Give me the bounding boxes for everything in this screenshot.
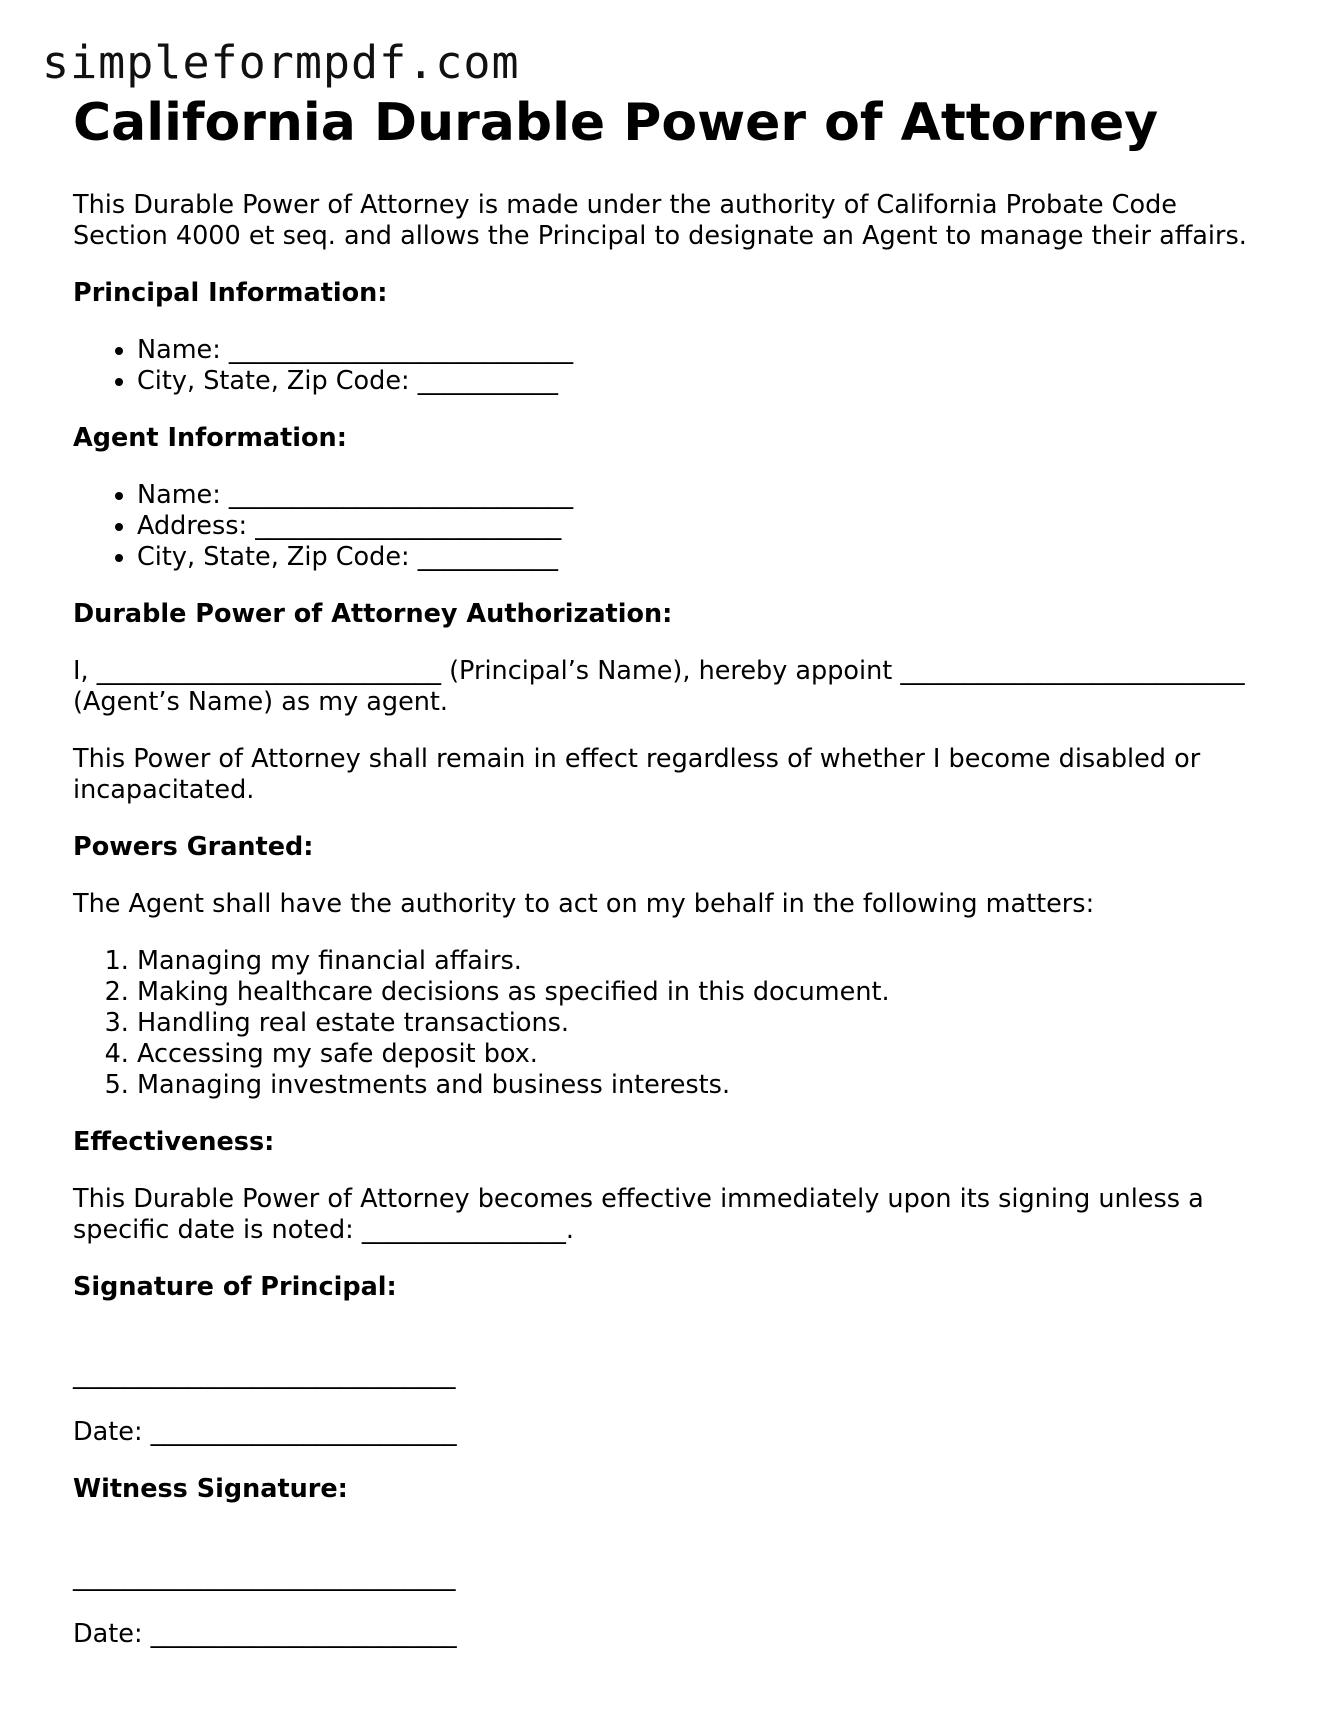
principal-signature-date[interactable]: Date: ________________________ bbox=[73, 1417, 457, 1448]
power-item: 3. Handling real estate transactions. bbox=[137, 1008, 1253, 1039]
agent-address-field[interactable]: • Address: ________________________ bbox=[137, 511, 1253, 542]
signature-spacer bbox=[73, 1531, 1253, 1562]
agent-name-field[interactable]: • Name: ___________________________ bbox=[137, 480, 1253, 511]
power-item: 1. Managing my financial affairs. bbox=[137, 946, 1253, 977]
site-watermark: simpleformpdf.com bbox=[42, 36, 520, 89]
principal-name-field[interactable]: • Name: ___________________________ bbox=[137, 335, 1253, 366]
document-title: California Durable Power of Attorney bbox=[73, 93, 1159, 153]
agent-info-heading: Agent Information: bbox=[73, 423, 347, 454]
principal-info-heading: Principal Information: bbox=[73, 278, 388, 309]
intro-paragraph: This Durable Power of Attorney is made under the authority of California Probate Code Section 4000 et seq. and allows the Principal to designate an Agent to manage their affairs. bbox=[73, 190, 1247, 252]
power-item: 4. Accessing my safe deposit box. bbox=[137, 1039, 1253, 1070]
witness-signature-date[interactable]: Date: ________________________ bbox=[73, 1619, 457, 1650]
witness-signature-line[interactable]: ______________________________ bbox=[73, 1562, 456, 1593]
agent-city-state-zip-field[interactable]: • City, State, Zip Code: ___________ bbox=[137, 542, 1253, 573]
power-item: 2. Making healthcare decisions as specified in this document. bbox=[137, 977, 1253, 1008]
authorization-heading: Durable Power of Attorney Authorization: bbox=[73, 599, 673, 630]
principal-city-state-zip-field[interactable]: • City, State, Zip Code: ___________ bbox=[137, 366, 1253, 397]
witness-signature-heading: Witness Signature: bbox=[73, 1474, 348, 1505]
agent-info-list bbox=[73, 480, 1253, 573]
principal-signature-line[interactable]: ______________________________ bbox=[73, 1360, 456, 1391]
appointment-paragraph[interactable]: I, ___________________________ (Principal’s Name), hereby appoint ___________________________ (Agent’s Name) as my agent. bbox=[73, 656, 1245, 718]
signature-spacer bbox=[73, 1329, 1253, 1360]
principal-info-list bbox=[73, 335, 1253, 397]
durability-paragraph: This Power of Attorney shall remain in effect regardless of whether I become disabled or incapacitated. bbox=[73, 744, 1201, 806]
document bbox=[73, 92, 1253, 1676]
effectiveness-heading: Effectiveness: bbox=[73, 1127, 275, 1158]
powers-intro: The Agent shall have the authority to act on my behalf in the following matters: bbox=[73, 889, 1095, 920]
powers-list bbox=[73, 946, 1253, 1101]
effectiveness-paragraph[interactable]: This Durable Power of Attorney becomes effective immediately upon its signing unless a specific date is noted: ________________. bbox=[73, 1184, 1204, 1246]
power-item: 5. Managing investments and business interests. bbox=[137, 1070, 1253, 1101]
principal-signature-heading: Signature of Principal: bbox=[73, 1272, 397, 1303]
powers-heading: Powers Granted: bbox=[73, 832, 314, 863]
